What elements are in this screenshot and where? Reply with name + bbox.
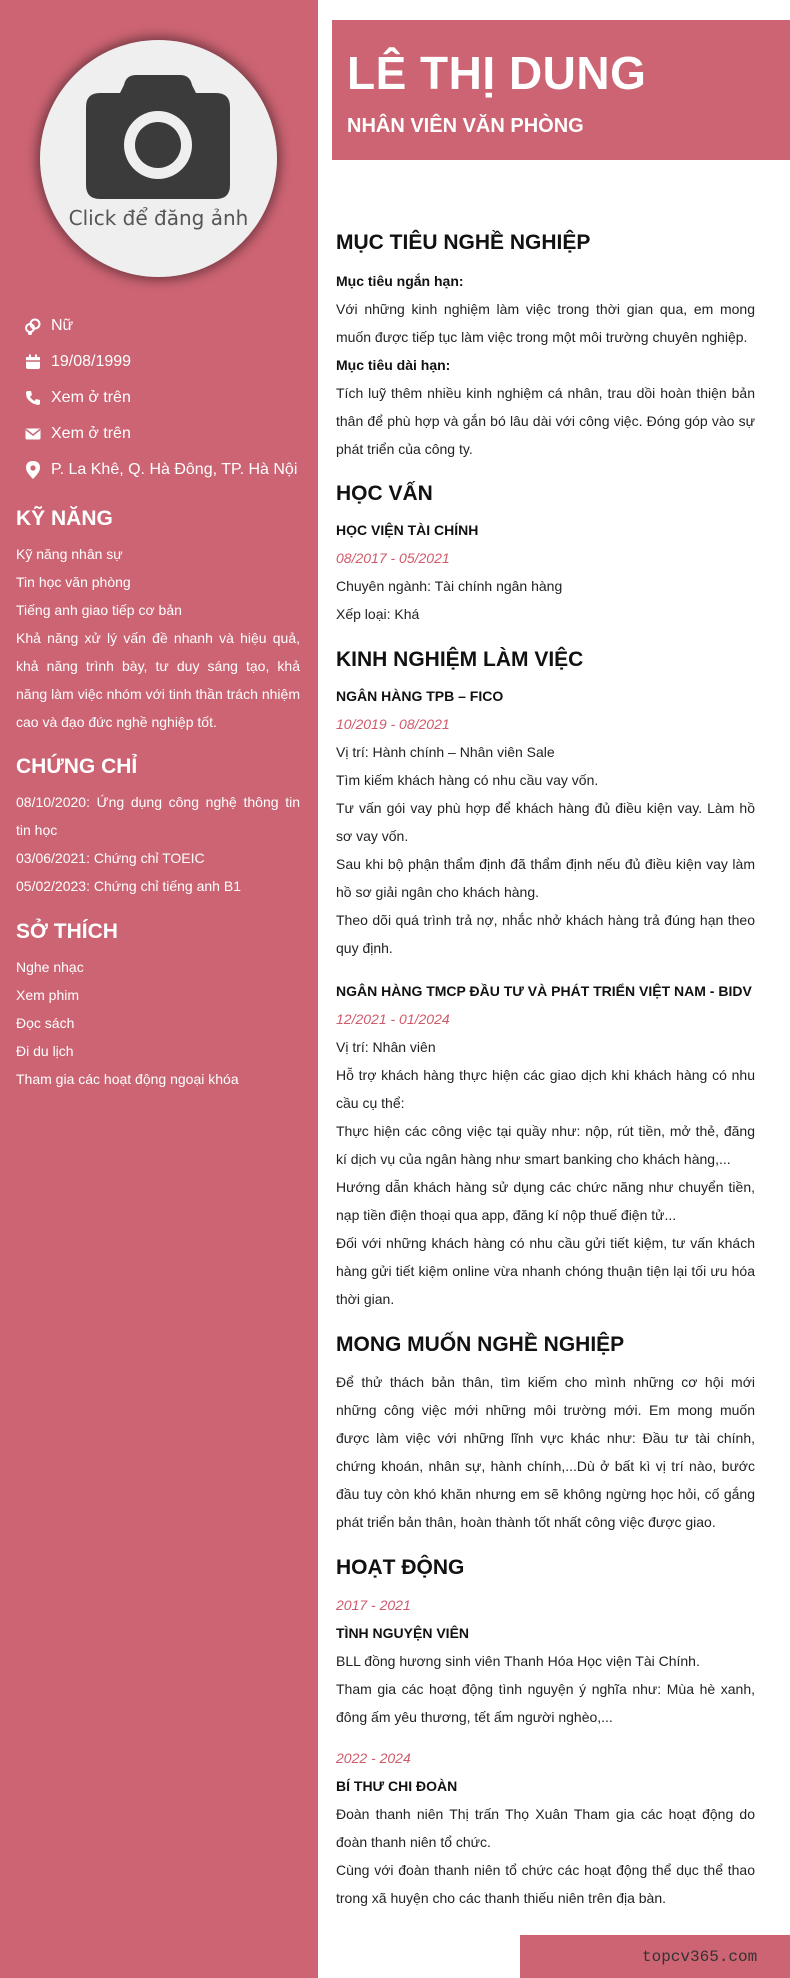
hobby-item: Đọc sách bbox=[16, 1015, 75, 1031]
avatar-upload[interactable] bbox=[40, 40, 277, 277]
activity-detail: Đoàn thanh niên Thị trấn Thọ Xuân Tham gia các hoạt động do đoàn thanh niên tổ chức. bbox=[336, 1806, 755, 1850]
job-detail: Vị trí: Nhân viên bbox=[336, 1039, 436, 1055]
company-name: NGÂN HÀNG TPB – FICO bbox=[336, 688, 504, 704]
address-value: P. La Khê, Q. Hà Đông, TP. Hà Nội bbox=[51, 461, 298, 478]
hobby-item: Tham gia các hoạt động ngoại khóa bbox=[16, 1071, 239, 1087]
education-section bbox=[336, 516, 755, 628]
education-grade: Xếp loại: Khá bbox=[336, 606, 420, 622]
name-header bbox=[332, 20, 790, 160]
email-value[interactable]: Xem ở trên bbox=[51, 425, 131, 442]
birthday-value: 19/08/1999 bbox=[51, 353, 132, 370]
job-detail: Theo dõi quá trình trả nợ, nhắc nhở khách hàng trả đúng hạn theo quy định. bbox=[336, 912, 755, 956]
address-row bbox=[24, 452, 314, 488]
job-detail: Tìm kiếm khách hàng có nhu cầu vay vốn. bbox=[336, 772, 599, 788]
certificates-heading: CHỨNG CHỈ bbox=[16, 755, 138, 778]
skill-item: Tiếng anh giao tiếp cơ bản bbox=[16, 602, 182, 618]
education-major: Chuyên ngành: Tài chính ngân hàng bbox=[336, 578, 563, 594]
activity-detail: BLL đồng hương sinh viên Thanh Hóa Học viện Tài Chính. bbox=[336, 1653, 700, 1669]
hobbies-heading: SỞ THÍCH bbox=[16, 920, 118, 943]
camera-icon bbox=[86, 75, 230, 199]
certificate-item: 05/02/2023: Chứng chỉ tiếng anh B1 bbox=[16, 878, 241, 894]
activity-detail: Cùng với đoàn thanh niên tổ chức các hoạt động thể dục thể thao trong xã huyện cho các thanh thiếu niên trên địa bàn. bbox=[336, 1862, 755, 1906]
gender-value: Nữ bbox=[51, 317, 74, 334]
activity-period: 2017 - 2021 bbox=[336, 1597, 411, 1613]
avatar-caption: Click để đăng ảnh bbox=[68, 206, 249, 230]
job-detail: Tư vấn gói vay phù hợp để khách hàng đủ điều kiện vay. Làm hồ sơ vay vốn. bbox=[336, 800, 755, 844]
birthday-row bbox=[24, 344, 314, 380]
experience-job bbox=[336, 682, 755, 962]
skill-item: Khả năng xử lý vấn đề nhanh và hiệu quả, khả năng trình bày, tư duy sáng tạo, khả năng làm việc nhóm với tinh thần trách nhiệm cao và đạo đức nghề nghiệp tốt. bbox=[16, 630, 300, 730]
skill-item: Kỹ năng nhân sự bbox=[16, 546, 123, 562]
long-term-label: Mục tiêu dài hạn: bbox=[336, 357, 451, 373]
education-heading: HỌC VẤN bbox=[336, 482, 433, 505]
hobby-item: Xem phim bbox=[16, 987, 80, 1003]
email-row bbox=[24, 416, 314, 452]
activity-item bbox=[336, 1591, 755, 1731]
aspiration-text: Để thử thách bản thân, tìm kiếm cho mình những cơ hội mới những công việc mới những môi trường mới. Em mong muốn được làm việc với những lĩnh vực khác như: Đầu tư tài chính, chứng khoán, nhân sự, hành chính,...Dù ở bất kì vị trí nào, bước đầu tuy còn khó khăn nhưng em sẽ không ngừng học hỏi, cố gắng phát triển bản thân, hoàn thành tốt nhất công việc được giao. bbox=[336, 1374, 755, 1530]
certificates-section bbox=[16, 752, 300, 900]
skills-heading: KỸ NĂNG bbox=[16, 507, 113, 530]
activity-period: 2022 - 2024 bbox=[336, 1750, 411, 1766]
job-detail: Hỗ trợ khách hàng thực hiện các giao dịch khi khách hàng có nhu cầu cụ thể: bbox=[336, 1067, 755, 1111]
location-pin-icon bbox=[24, 461, 42, 479]
certificate-item: 03/06/2021: Chứng chỉ TOEIC bbox=[16, 850, 205, 866]
short-term-text: Với những kinh nghiệm làm việc trong thời gian qua, em mong muốn được tiếp tục làm việc trong một môi trường chuyên nghiệp. bbox=[336, 301, 755, 345]
job-title: NHÂN VIÊN VĂN PHÒNG bbox=[347, 115, 584, 137]
hobbies-section bbox=[16, 917, 300, 1093]
job-period: 10/2019 - 08/2021 bbox=[336, 716, 450, 732]
hobby-item: Đi du lịch bbox=[16, 1043, 74, 1059]
experience-heading: KINH NGHIỆM LÀM VIỆC bbox=[336, 648, 584, 671]
long-term-text: Tích luỹ thêm nhiều kinh nghiệm cá nhân, trau dồi hoàn thiện bản thân để phù hợp và gắn bó lâu dài với công việc. Đóng góp vào sự phát triển của công ty. bbox=[336, 385, 755, 457]
sidebar bbox=[0, 0, 318, 1978]
job-detail: Đối với những khách hàng có nhu cầu gửi tiết kiệm, tư vấn khách hàng gửi tiết kiệm online vừa nhanh chóng thuận tiện lại tối ưu hóa thời gian. bbox=[336, 1235, 755, 1307]
gender-icon bbox=[24, 317, 42, 335]
experience-job bbox=[336, 977, 755, 1313]
phone-value[interactable]: Xem ở trên bbox=[51, 389, 131, 406]
activity-role: TÌNH NGUYỆN VIÊN bbox=[336, 1625, 470, 1641]
objective-section bbox=[336, 267, 755, 463]
skills-section bbox=[16, 504, 300, 736]
aspiration-section bbox=[336, 1368, 755, 1536]
job-detail: Sau khi bộ phận thẩm định đã thẩm định nếu đủ điều kiện vay làm hồ sơ giải ngân cho khách hàng. bbox=[336, 856, 755, 900]
hobby-item: Nghe nhạc bbox=[16, 959, 84, 975]
phone-row bbox=[24, 380, 314, 416]
activities-heading: HOẠT ĐỘNG bbox=[336, 1556, 465, 1579]
envelope-icon bbox=[24, 425, 42, 443]
company-name: NGÂN HÀNG TMCP ĐẦU TƯ VÀ PHÁT TRIỂN VIỆT NAM - BIDV bbox=[336, 983, 752, 999]
calendar-icon bbox=[24, 353, 42, 371]
watermark: topcv365.com bbox=[520, 1935, 790, 1978]
activity-detail: Tham gia các hoạt động tình nguyện ý nghĩa như: Mùa hè xanh, đông ấm yêu thương, tết ấm người nghèo,... bbox=[336, 1681, 755, 1725]
skill-item: Tin học văn phòng bbox=[16, 574, 131, 590]
aspiration-heading: MONG MUỐN NGHỀ NGHIỆP bbox=[336, 1333, 625, 1356]
job-detail: Thực hiện các công việc tại quầy như: nộp, rút tiền, mở thẻ, đăng kí dịch vụ của ngân hàng như smart banking cho khách hàng,... bbox=[336, 1123, 755, 1167]
certificate-item: 08/10/2020: Ứng dụng công nghệ thông tin tin học bbox=[16, 794, 300, 838]
job-period: 12/2021 - 01/2024 bbox=[336, 1011, 450, 1027]
full-name: LÊ THỊ DUNG bbox=[347, 47, 647, 99]
school-name: HỌC VIỆN TÀI CHÍNH bbox=[336, 522, 479, 538]
gender-row bbox=[24, 308, 314, 344]
education-period: 08/2017 - 05/2021 bbox=[336, 550, 450, 566]
objective-heading: MỤC TIÊU NGHỀ NGHIỆP bbox=[336, 231, 591, 254]
job-detail: Hướng dẫn khách hàng sử dụng các chức năng như chuyển tiền, nạp tiền điện thoại qua app, đăng kí nộp thuế điện tử... bbox=[336, 1179, 755, 1223]
job-detail: Vị trí: Hành chính – Nhân viên Sale bbox=[336, 744, 555, 760]
phone-icon bbox=[24, 389, 42, 407]
short-term-label: Mục tiêu ngắn hạn: bbox=[336, 273, 464, 289]
contact-info bbox=[24, 308, 314, 488]
activity-item bbox=[336, 1744, 755, 1912]
activity-role: BÍ THƯ CHI ĐOÀN bbox=[336, 1778, 458, 1794]
